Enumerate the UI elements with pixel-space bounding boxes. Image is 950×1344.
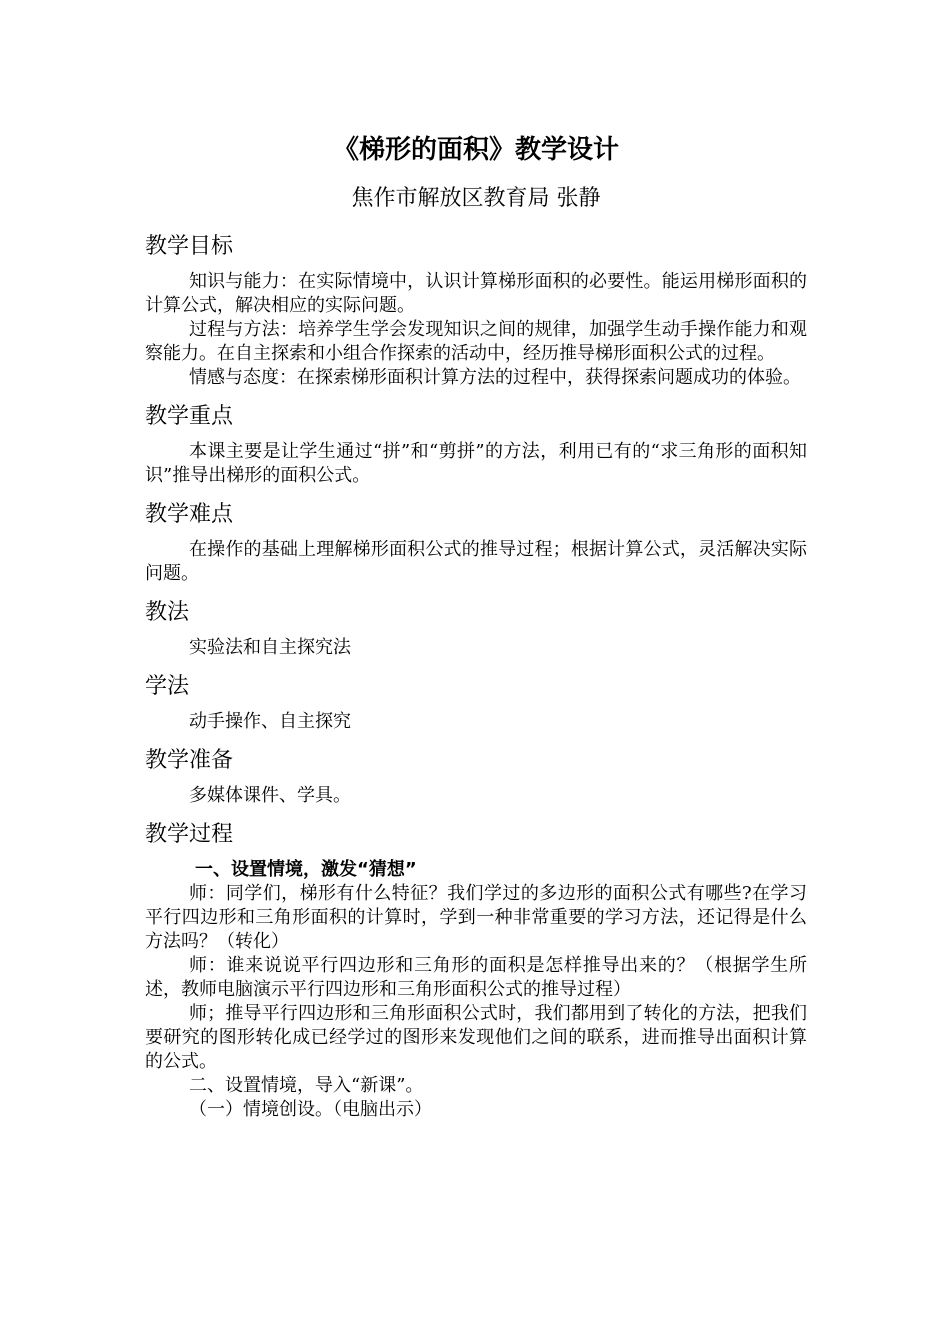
paragraph: 实验法和自主探究法 xyxy=(189,637,351,658)
paragraph: 动手操作、自主探究 xyxy=(189,711,351,732)
paragraph: 师：同学们，梯形有什么特征？我们学过的多边形的面积公式有哪些?在学习平行四边形和三角形面积的计算时，学到一种非常重要的学习方法，还记得是什么方法吗？（转化） xyxy=(145,883,807,952)
section-goals xyxy=(145,232,807,390)
section-heading: 教学过程 xyxy=(145,822,234,847)
section-heading: 教学重点 xyxy=(145,404,234,429)
section-learning-method xyxy=(145,672,807,734)
paragraph: 师；推导平行四边形和三角形面积公式时，我们都用到了转化的方法，把我们要研究的图形转化成已经学过的图形来发现他们之间的联系，进而推导出面积计算的公式。 xyxy=(145,1003,807,1072)
section-preparation xyxy=(145,746,807,808)
section-teaching-method xyxy=(145,598,807,660)
document-body xyxy=(145,232,807,1134)
section-key-points xyxy=(145,402,807,488)
section-process xyxy=(145,820,807,1122)
paragraph: （一）情境创设。（电脑出示） xyxy=(189,1099,432,1120)
section-heading: 教学难点 xyxy=(145,502,234,527)
section-heading: 教法 xyxy=(145,600,190,625)
paragraph: 情感与态度：在探索梯形面积计算方法的过程中，获得探索问题成功的体验。 xyxy=(189,367,801,388)
section-difficulty xyxy=(145,500,807,586)
subsection-heading: 一、设置情境，激发“猜想” xyxy=(195,859,417,880)
paragraph: 在操作的基础上理解梯形面积公式的推导过程；根据计算公式，灵活解决实际问题。 xyxy=(145,539,807,584)
paragraph: 本课主要是让学生通过“拼”和“剪拼”的方法，利用已有的“求三角形的面积知识”推导出梯形的面积公式。 xyxy=(145,441,807,486)
document-author: 焦作市解放区教育局 张静 xyxy=(351,186,601,211)
section-heading: 教学目标 xyxy=(145,234,234,259)
paragraph: 过程与方法：培养学生学会发现知识之间的规律，加强学生动手操作能力和观察能力。在自主探索和小组合作探索的活动中，经历推导梯形面积公式的过程。 xyxy=(145,319,807,364)
paragraph: 二、设置情境，导入“新课”。 xyxy=(189,1075,424,1096)
paragraph: 师：谁来说说平行四边形和三角形的面积是怎样推导出来的？（根据学生所述，教师电脑演示平行四边形和三角形面积公式的推导过程） xyxy=(145,955,807,1000)
section-heading: 学法 xyxy=(145,674,190,699)
paragraph: 多媒体课件、学具。 xyxy=(189,785,351,806)
document-title: 《梯形的面积》教学设计 xyxy=(332,135,619,165)
paragraph: 知识与能力：在实际情境中，认识计算梯形面积的必要性。能运用梯形面积的计算公式，解决相应的实际问题。 xyxy=(145,271,807,316)
section-heading: 教学准备 xyxy=(145,748,234,773)
